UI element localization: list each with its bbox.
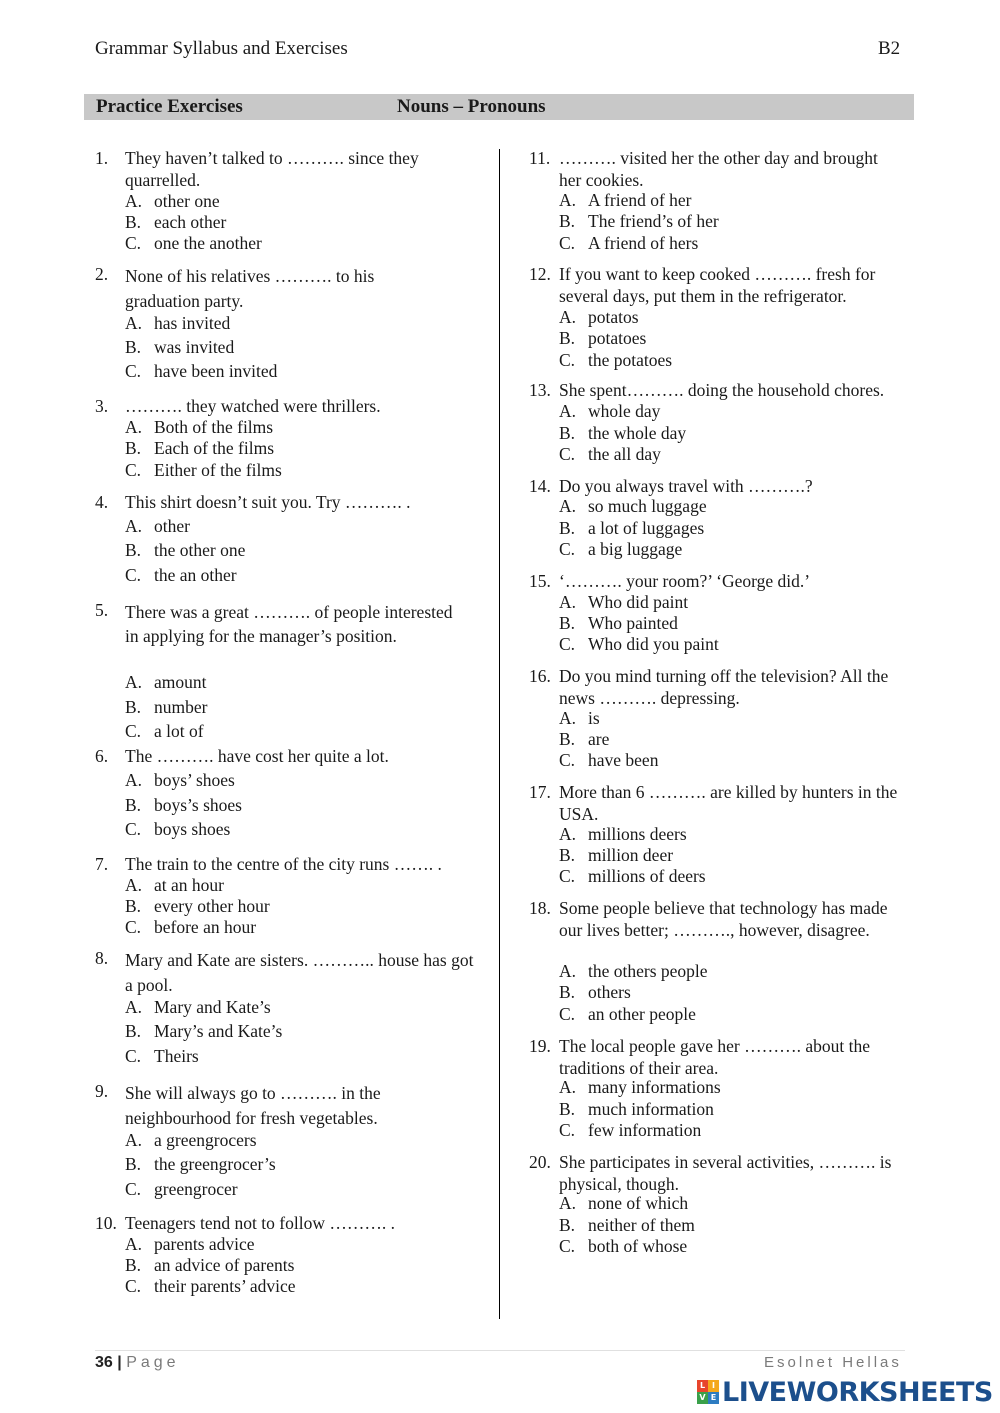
question-number: 1. bbox=[95, 148, 109, 168]
question-number: 4. bbox=[95, 492, 109, 512]
option-letter: B. bbox=[125, 1255, 142, 1275]
option-letter: A. bbox=[559, 307, 577, 327]
question-number: 19. bbox=[529, 1036, 551, 1056]
option-letter: B. bbox=[125, 697, 142, 717]
question-stem: The ………. have cost her quite a lot. bbox=[125, 746, 389, 766]
option-text: the whole day bbox=[588, 423, 687, 443]
answer-option[interactable] bbox=[559, 634, 719, 656]
question-stem: ………. they watched were thrillers. bbox=[125, 396, 381, 416]
logo-letter-e: E bbox=[708, 1392, 719, 1404]
option-text: the others people bbox=[588, 961, 708, 981]
answer-option[interactable] bbox=[559, 496, 707, 518]
question-stem: She spent………. doing the household chores. bbox=[559, 380, 885, 400]
question-stem: None of his relatives ………. to his graduation party. bbox=[125, 266, 375, 311]
question-stem: More than 6 ………. are killed by hunters in the USA. bbox=[559, 782, 898, 824]
answer-option[interactable] bbox=[559, 750, 658, 772]
option-text: a lot of luggages bbox=[588, 518, 705, 538]
option-letter: A. bbox=[125, 672, 143, 692]
option-letter: C. bbox=[125, 361, 142, 381]
option-text: at an hour bbox=[154, 875, 224, 895]
question-stem: She will always go to ………. in the neighbourhood for fresh vegetables. bbox=[125, 1083, 381, 1128]
logo-letter-v: V bbox=[697, 1392, 708, 1404]
option-text: a big luggage bbox=[588, 539, 683, 559]
answer-option[interactable] bbox=[125, 819, 230, 841]
option-letter: B. bbox=[125, 1021, 142, 1041]
option-letter: B. bbox=[559, 328, 576, 348]
option-text: millions of deers bbox=[588, 866, 706, 886]
option-letter: B. bbox=[559, 518, 576, 538]
answer-option[interactable] bbox=[125, 875, 224, 897]
question-stem: Do you mind turning off the television? All the news ………. depressing. bbox=[559, 666, 889, 708]
answer-option[interactable] bbox=[559, 328, 646, 350]
question-stem: The local people gave her ………. about the traditions of their area. bbox=[559, 1036, 871, 1078]
option-letter: B. bbox=[559, 423, 576, 443]
option-text: Mary’s and Kate’s bbox=[154, 1021, 283, 1041]
question-stem: Teenagers tend not to follow ………. . bbox=[125, 1213, 395, 1233]
option-text: a greengrocers bbox=[154, 1130, 257, 1150]
answer-option[interactable] bbox=[125, 1021, 282, 1043]
answer-option[interactable] bbox=[125, 1234, 255, 1256]
answer-option[interactable] bbox=[559, 401, 660, 423]
option-text: before an hour bbox=[154, 917, 257, 937]
option-text: amount bbox=[154, 672, 207, 692]
option-letter: B. bbox=[125, 337, 142, 357]
answer-option[interactable] bbox=[125, 1276, 296, 1298]
option-letter: A. bbox=[559, 401, 577, 421]
option-letter: A. bbox=[559, 1077, 577, 1097]
option-text: both of whose bbox=[588, 1236, 688, 1256]
option-text: A friend of hers bbox=[588, 233, 699, 253]
option-letter: C. bbox=[125, 460, 142, 480]
option-letter: B. bbox=[559, 982, 576, 1002]
option-text: every other hour bbox=[154, 896, 270, 916]
option-letter: B. bbox=[559, 211, 576, 231]
option-text: Each of the films bbox=[154, 438, 275, 458]
answer-option[interactable] bbox=[559, 307, 639, 329]
answer-option[interactable] bbox=[559, 1193, 688, 1215]
option-text: none of which bbox=[588, 1193, 689, 1213]
option-letter: A. bbox=[125, 313, 143, 333]
answer-option[interactable] bbox=[125, 565, 237, 587]
option-letter: A. bbox=[125, 770, 143, 790]
option-letter: A. bbox=[559, 496, 577, 516]
option-letter: C. bbox=[559, 350, 576, 370]
option-text: millions deers bbox=[588, 824, 687, 844]
question-number: 13. bbox=[529, 380, 551, 400]
answer-option[interactable] bbox=[125, 191, 220, 213]
section-topic: Nouns – Pronouns bbox=[397, 96, 546, 117]
option-letter: C. bbox=[559, 634, 576, 654]
answer-option[interactable] bbox=[125, 337, 234, 359]
question-stem: If you want to keep cooked ………. fresh for several days, put them in the refrigerator. bbox=[559, 264, 876, 306]
option-text: an other people bbox=[588, 1004, 696, 1024]
option-text: potatos bbox=[588, 307, 639, 327]
option-text: the all day bbox=[588, 444, 661, 464]
answer-option[interactable] bbox=[125, 997, 271, 1019]
option-text: boys’ shoes bbox=[154, 770, 235, 790]
option-text: other one bbox=[154, 191, 220, 211]
question-stem: Do you always travel with ……….? bbox=[559, 476, 813, 496]
option-letter: C. bbox=[125, 917, 142, 937]
option-text: others bbox=[588, 982, 631, 1002]
column-divider bbox=[499, 149, 500, 1319]
answer-option[interactable] bbox=[559, 350, 672, 372]
option-text: was invited bbox=[154, 337, 235, 357]
answer-option[interactable] bbox=[125, 770, 235, 792]
question-number: 12. bbox=[529, 264, 551, 284]
option-text: one the another bbox=[154, 233, 262, 253]
answer-option[interactable] bbox=[125, 1130, 257, 1152]
option-text: Who did paint bbox=[588, 592, 689, 612]
page-footer bbox=[95, 1354, 180, 1372]
answer-option[interactable] bbox=[125, 417, 273, 439]
question-number: 16. bbox=[529, 666, 551, 686]
question-number: 11. bbox=[529, 148, 551, 168]
option-letter: A. bbox=[559, 961, 577, 981]
page-number: 36 bbox=[95, 1354, 113, 1371]
answer-option[interactable] bbox=[125, 313, 230, 335]
option-text: many informations bbox=[588, 1077, 721, 1097]
option-text: number bbox=[154, 697, 208, 717]
option-letter: C. bbox=[125, 233, 142, 253]
option-letter: C. bbox=[559, 750, 576, 770]
question-number: 15. bbox=[529, 571, 551, 591]
answer-option[interactable] bbox=[559, 1236, 687, 1258]
answer-option[interactable] bbox=[559, 190, 692, 212]
option-text: greengrocer bbox=[154, 1179, 238, 1199]
option-letter: B. bbox=[125, 438, 142, 458]
question-stem: They haven’t talked to ………. since they quarrelled. bbox=[125, 148, 419, 190]
option-text: Both of the films bbox=[154, 417, 274, 437]
section-title: Practice Exercises bbox=[96, 96, 243, 117]
option-text: whole day bbox=[588, 401, 661, 421]
question-stem: She participates in several activities, ………. is physical, though. bbox=[559, 1152, 892, 1194]
option-text: are bbox=[588, 729, 610, 749]
answer-option[interactable] bbox=[559, 423, 686, 445]
option-text: Who did you paint bbox=[588, 634, 719, 654]
liveworksheets-icon bbox=[697, 1380, 719, 1404]
answer-option[interactable] bbox=[559, 518, 704, 540]
answer-option[interactable] bbox=[125, 212, 226, 234]
question-number: 8. bbox=[95, 948, 109, 968]
answer-option[interactable] bbox=[125, 438, 274, 460]
question-stem: There was a great ………. of people interested in applying for the manager’s position. bbox=[125, 602, 453, 646]
answer-option[interactable] bbox=[559, 729, 609, 751]
option-text: parents advice bbox=[154, 1234, 255, 1254]
answer-option[interactable] bbox=[559, 444, 661, 466]
option-letter: B. bbox=[559, 729, 576, 749]
option-text: has invited bbox=[154, 313, 231, 333]
option-letter: C. bbox=[125, 1179, 142, 1199]
option-letter: C. bbox=[559, 539, 576, 559]
answer-option[interactable] bbox=[125, 697, 207, 719]
answer-option[interactable] bbox=[559, 1077, 721, 1099]
question-number: 9. bbox=[95, 1081, 109, 1101]
option-letter: B. bbox=[125, 795, 142, 815]
option-text: few information bbox=[588, 1120, 702, 1140]
option-letter: C. bbox=[125, 819, 142, 839]
question-number: 20. bbox=[529, 1152, 551, 1172]
option-text: each other bbox=[154, 212, 227, 232]
question-number: 2. bbox=[95, 264, 109, 284]
option-text: the greengrocer’s bbox=[154, 1154, 276, 1174]
option-text: Who painted bbox=[588, 613, 678, 633]
answer-option[interactable] bbox=[125, 795, 242, 817]
option-text: is bbox=[588, 708, 600, 728]
question-number: 14. bbox=[529, 476, 551, 496]
option-text: have been invited bbox=[154, 361, 278, 381]
option-text: A friend of her bbox=[588, 190, 692, 210]
option-letter: B. bbox=[125, 212, 142, 232]
option-text: the an other bbox=[154, 565, 237, 585]
publisher-name: Esolnet Hellas bbox=[764, 1354, 902, 1371]
logo-letter-l: L bbox=[697, 1380, 708, 1392]
option-text: the other one bbox=[154, 540, 246, 560]
question-number: 10. bbox=[95, 1213, 117, 1233]
option-letter: B. bbox=[125, 1154, 142, 1174]
option-text: their parents’ advice bbox=[154, 1276, 296, 1296]
option-letter: C. bbox=[559, 866, 576, 886]
answer-option[interactable] bbox=[559, 845, 673, 867]
question-stem: ‘………. your room?’ ‘George did.’ bbox=[559, 571, 811, 591]
option-text: The friend’s of her bbox=[588, 211, 719, 231]
logo-letter-i: I bbox=[708, 1380, 719, 1392]
level-label: B2 bbox=[878, 38, 901, 59]
question-number: 18. bbox=[529, 898, 551, 918]
option-letter: A. bbox=[559, 190, 577, 210]
option-text: other bbox=[154, 516, 190, 536]
document-title: Grammar Syllabus and Exercises bbox=[95, 38, 348, 59]
option-letter: A. bbox=[125, 417, 143, 437]
page-label: Page bbox=[126, 1354, 180, 1371]
option-text: so much luggage bbox=[588, 496, 707, 516]
option-letter: C. bbox=[125, 565, 142, 585]
option-text: neither of them bbox=[588, 1215, 695, 1235]
question-number: 3. bbox=[95, 396, 109, 416]
option-text: much information bbox=[588, 1099, 714, 1119]
question-stem: This shirt doesn’t suit you. Try ………. . bbox=[125, 492, 411, 512]
answer-option[interactable] bbox=[125, 1179, 238, 1201]
option-letter: C. bbox=[125, 1046, 142, 1066]
option-letter: A. bbox=[125, 516, 143, 536]
answer-option[interactable] bbox=[125, 460, 282, 482]
answer-option[interactable] bbox=[559, 866, 706, 888]
option-letter: A. bbox=[559, 824, 577, 844]
option-letter: B. bbox=[125, 896, 142, 916]
question-number: 6. bbox=[95, 746, 109, 766]
answer-option[interactable] bbox=[559, 233, 698, 255]
option-text: the potatoes bbox=[588, 350, 673, 370]
option-letter: C. bbox=[559, 1120, 576, 1140]
option-letter: B. bbox=[559, 1215, 576, 1235]
answer-option[interactable] bbox=[125, 917, 256, 939]
option-letter: A. bbox=[559, 708, 577, 728]
option-text: a lot of bbox=[154, 721, 204, 741]
option-letter: B. bbox=[559, 845, 576, 865]
option-text: potatoes bbox=[588, 328, 647, 348]
question-stem: ………. visited her the other day and brought her cookies. bbox=[559, 148, 878, 190]
option-letter: C. bbox=[559, 1004, 576, 1024]
answer-option[interactable] bbox=[559, 1004, 696, 1026]
answer-option[interactable] bbox=[559, 613, 678, 635]
question-number: 5. bbox=[95, 600, 109, 620]
question-number: 7. bbox=[95, 854, 109, 874]
answer-option[interactable] bbox=[125, 672, 207, 694]
answer-option[interactable] bbox=[559, 961, 708, 983]
answer-option[interactable] bbox=[125, 361, 277, 383]
option-letter: A. bbox=[125, 875, 143, 895]
option-letter: A. bbox=[125, 997, 143, 1017]
option-letter: C. bbox=[125, 721, 142, 741]
option-letter: A. bbox=[125, 1234, 143, 1254]
answer-option[interactable] bbox=[125, 233, 262, 255]
option-text: have been bbox=[588, 750, 659, 770]
footer-rule bbox=[95, 1350, 905, 1351]
answer-option[interactable] bbox=[125, 540, 245, 562]
option-text: Theirs bbox=[154, 1046, 199, 1066]
question-number: 17. bbox=[529, 782, 551, 802]
option-letter: A. bbox=[125, 1130, 143, 1150]
option-letter: B. bbox=[125, 540, 142, 560]
answer-option[interactable] bbox=[559, 824, 687, 846]
question-stem: Mary and Kate are sisters. ……….. house has got a pool. bbox=[125, 950, 474, 995]
answer-option[interactable] bbox=[559, 592, 688, 614]
page-separator: | bbox=[117, 1354, 122, 1371]
option-text: Mary and Kate’s bbox=[154, 997, 271, 1017]
option-text: million deer bbox=[588, 845, 674, 865]
liveworksheets-text: LIVEWORKSHEETS bbox=[722, 1376, 993, 1408]
answer-option[interactable] bbox=[559, 1099, 714, 1121]
answer-option[interactable] bbox=[125, 896, 270, 918]
answer-option[interactable] bbox=[125, 516, 190, 538]
option-letter: A. bbox=[125, 191, 143, 211]
liveworksheets-logo[interactable] bbox=[697, 1376, 993, 1408]
option-letter: C. bbox=[559, 444, 576, 464]
option-text: an advice of parents bbox=[154, 1255, 295, 1275]
answer-option[interactable] bbox=[125, 1154, 276, 1176]
option-text: boys’s shoes bbox=[154, 795, 242, 815]
answer-option[interactable] bbox=[559, 211, 719, 233]
option-letter: B. bbox=[559, 1099, 576, 1119]
answer-option[interactable] bbox=[125, 1046, 199, 1068]
answer-option[interactable] bbox=[559, 539, 682, 561]
section-bar bbox=[84, 94, 914, 120]
question-stem: Some people believe that technology has made our lives better; ………., however, disagree. bbox=[559, 898, 888, 940]
answer-option[interactable] bbox=[125, 1255, 294, 1277]
answer-option[interactable] bbox=[125, 721, 204, 743]
option-letter: C. bbox=[125, 1276, 142, 1296]
answer-option[interactable] bbox=[559, 708, 600, 730]
option-letter: C. bbox=[559, 233, 576, 253]
option-letter: B. bbox=[559, 613, 576, 633]
question-stem: The train to the centre of the city runs ……. . bbox=[125, 854, 442, 874]
option-text: Either of the films bbox=[154, 460, 282, 480]
option-letter: C. bbox=[559, 1236, 576, 1256]
option-letter: A. bbox=[559, 592, 577, 612]
option-text: boys shoes bbox=[154, 819, 231, 839]
option-letter: A. bbox=[559, 1193, 577, 1213]
answer-option[interactable] bbox=[559, 1120, 701, 1142]
answer-option[interactable] bbox=[559, 982, 631, 1004]
answer-option[interactable] bbox=[559, 1215, 695, 1237]
